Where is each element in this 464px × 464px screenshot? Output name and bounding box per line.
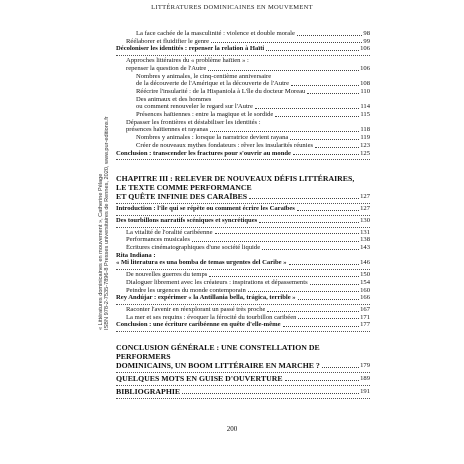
section-divider bbox=[116, 202, 370, 204]
toc-entry bbox=[116, 205, 370, 213]
leader-dots bbox=[322, 367, 359, 368]
toc-entry-page: 143 bbox=[360, 244, 370, 252]
toc-entry-page: 138 bbox=[360, 236, 370, 244]
toc-entry bbox=[116, 80, 370, 88]
toc-entry-page: 171 bbox=[360, 313, 370, 321]
leader-dots bbox=[248, 291, 359, 292]
toc-entry-page: 108 bbox=[360, 80, 370, 88]
toc-entry bbox=[116, 142, 370, 150]
toc-entry-title: La face cachée de la masculinité : violence et double morale bbox=[136, 30, 295, 37]
final-section-entry bbox=[116, 374, 370, 383]
toc-entry-title: Conclusion : une écriture caribéenne en quête d'elle-même bbox=[116, 321, 281, 329]
toc-entry-page: 106 bbox=[360, 64, 370, 72]
leader-dots bbox=[267, 311, 359, 312]
table-of-contents bbox=[116, 30, 370, 400]
toc-entry bbox=[116, 294, 370, 302]
toc-entry-page: 114 bbox=[360, 103, 370, 111]
section-divider bbox=[116, 303, 370, 305]
toc-entry-title: Peindre les urgences du monde contemporain bbox=[126, 286, 246, 294]
leader-dots bbox=[297, 35, 363, 36]
toc-entry-title: Créer de nouveaux mythes fondateurs : rêver les insularités réunies bbox=[136, 141, 314, 149]
toc-entry bbox=[116, 88, 370, 96]
leader-dots bbox=[210, 131, 359, 132]
toc-entry-title: Rey Andújar : expérimer « la Antillania bella, trágica, terrible » bbox=[116, 294, 296, 302]
chapter3-title-line2: LE TEXTE COMME PERFORMANCE bbox=[116, 183, 252, 193]
toc-entry-page: 166 bbox=[360, 294, 370, 302]
toc-entry bbox=[116, 244, 370, 252]
toc-entry-page: 154 bbox=[360, 278, 370, 286]
leader-dots bbox=[289, 264, 360, 265]
toc-entry-page: 160 bbox=[360, 286, 370, 294]
final-entry-title: QUELQUES MOTS EN GUISE D'OUVERTURE bbox=[116, 374, 283, 384]
toc-entry bbox=[116, 259, 370, 267]
toc-entry bbox=[116, 321, 370, 329]
toc-entry bbox=[116, 306, 370, 314]
toc-entry bbox=[116, 57, 370, 65]
leader-dots bbox=[259, 222, 359, 223]
section-divider bbox=[116, 268, 370, 270]
toc-entry bbox=[116, 229, 370, 237]
toc-section-final bbox=[116, 343, 370, 399]
toc-entry-page: 167 bbox=[360, 305, 370, 313]
leader-dots bbox=[262, 249, 359, 250]
leader-dots bbox=[297, 210, 359, 211]
toc-entry-title: Rita Indiana : bbox=[116, 251, 156, 259]
toc-entry bbox=[116, 236, 370, 244]
side-note-line1: « Littératures dominicaines en mouvement », Catherine Pélage bbox=[98, 173, 104, 330]
toc-entry-title: Performances musicales bbox=[126, 236, 190, 244]
leader-dots bbox=[182, 393, 359, 394]
section-divider bbox=[116, 54, 370, 56]
toc-entry-title: Des animaux et des hommes bbox=[136, 95, 212, 103]
toc-entry-title: Dialoguer librement avec les créateurs : inspirations et dépassements bbox=[126, 278, 308, 286]
toc-entry-title: Dépasser les frontières et déstabiliser les identités : bbox=[126, 118, 261, 126]
toc-entry-title: Nombres y animales : lorsque la narratrice devient rayana bbox=[136, 134, 289, 142]
toc-entry-title: La mer et ses requins : évoquer la férocité du tourbillon caribéen bbox=[126, 313, 297, 321]
toc-entry-title: Décoloniser les identités : repenser la relation à Haïti bbox=[116, 45, 265, 53]
toc-entry-title: présences haïtiennes et rayanas bbox=[126, 126, 209, 134]
leader-dots bbox=[249, 198, 359, 199]
toc-entry bbox=[116, 111, 370, 119]
toc-section-chapter2-end bbox=[116, 30, 370, 160]
toc-entry bbox=[116, 30, 370, 38]
toc-entry-page: 150 bbox=[360, 271, 370, 279]
final-entry-row bbox=[116, 387, 370, 396]
toc-entry bbox=[116, 73, 370, 81]
toc-entry bbox=[116, 252, 370, 260]
final-entry-line1: CONCLUSION GÉNÉRALE : UNE CONSTELLATION DE PERFORMERS bbox=[116, 343, 320, 362]
leader-dots bbox=[275, 116, 359, 117]
leader-dots bbox=[208, 70, 359, 71]
leader-dots bbox=[285, 380, 360, 381]
toc-entry-page: 118 bbox=[360, 126, 370, 134]
chapter3-title-line3: ET QUÊTE INFINIE DES CARAÏBES bbox=[116, 192, 248, 202]
toc-entry-title: Conclusion : transcender les fractures pour s'ouvrir au monde bbox=[116, 149, 291, 157]
toc-entry-page: 130 bbox=[360, 216, 370, 224]
final-entry-title: DOMINICAINS, UN BOOM LITTÉRAIRE EN MARCHE ? bbox=[116, 361, 320, 371]
chapter3-heading bbox=[116, 174, 370, 201]
final-entry-page: 189 bbox=[360, 375, 370, 383]
toc-entry-title: Écritures cinématographiques d'une société liquide bbox=[126, 244, 261, 252]
toc-entry-title: Raconter l'avenir en réexplorant un passé très proche bbox=[126, 305, 266, 313]
toc-entry bbox=[116, 65, 370, 73]
toc-entry-page: 119 bbox=[360, 134, 370, 142]
toc-entry-title: Approches littéraires du « problème haïtien » : bbox=[126, 57, 249, 65]
toc-entry-page: 125 bbox=[360, 149, 370, 157]
final-entry-page: 179 bbox=[360, 362, 370, 370]
toc-entry-title: Des tourbillons narratifs scéniques et syncrétiques bbox=[116, 216, 258, 224]
toc-entry-title: repenser la question de l'Autre bbox=[126, 64, 207, 72]
leader-dots bbox=[255, 108, 359, 109]
toc-entry bbox=[116, 217, 370, 225]
toc-entry bbox=[116, 314, 370, 322]
leader-dots bbox=[310, 284, 359, 285]
section-divider bbox=[116, 384, 370, 386]
leader-dots bbox=[298, 318, 359, 319]
toc-entry-title: ou comment renouveler le regard sur l'Autre bbox=[136, 103, 253, 111]
toc-entry-page: 127 bbox=[360, 205, 370, 213]
section-divider bbox=[116, 158, 370, 160]
leader-dots bbox=[293, 154, 359, 155]
leader-dots bbox=[192, 241, 359, 242]
leader-dots bbox=[215, 233, 360, 234]
toc-entry-title: De nouvelles guerres du temps bbox=[126, 271, 208, 279]
toc-entry bbox=[116, 96, 370, 104]
toc-entry bbox=[116, 279, 370, 287]
page-number: 200 bbox=[226, 425, 238, 433]
final-section-entry bbox=[116, 387, 370, 396]
leader-dots bbox=[211, 42, 362, 43]
leader-dots bbox=[291, 85, 359, 86]
toc-entry bbox=[116, 126, 370, 134]
toc-entry-title: Introduction : l'île qui se répète ou comment écrire les Caraïbes bbox=[116, 205, 295, 213]
toc-entry bbox=[116, 150, 370, 158]
toc-entry-page: 131 bbox=[360, 228, 370, 236]
section-divider bbox=[116, 371, 370, 373]
final-section-entry bbox=[116, 343, 370, 370]
chapter3-page: 127 bbox=[360, 193, 370, 201]
toc-entry-title: Réélaborer et fluidifier le genre bbox=[126, 37, 210, 45]
leader-dots bbox=[315, 147, 359, 148]
toc-entry-title: Réécrire l'insularité : de la Hispaniola à L'île du docteur Moreau bbox=[136, 87, 306, 95]
toc-entry bbox=[116, 271, 370, 279]
toc-entry-page: 98 bbox=[363, 30, 370, 37]
final-entry-row bbox=[116, 361, 370, 370]
toc-entry-page: 123 bbox=[360, 141, 370, 149]
toc-entry-title: La vitalité de l'oralité caribéenne bbox=[126, 228, 213, 236]
toc-entry-title: « Mi literatura es una bomba de temas urgentes del Caribe » bbox=[116, 259, 287, 267]
toc-entry-page: 146 bbox=[360, 259, 370, 267]
toc-section-chapter3 bbox=[116, 205, 370, 332]
toc-entry bbox=[116, 103, 370, 111]
section-divider bbox=[116, 397, 370, 399]
running-header: LITTÉRATURES DOMINICAINES EN MOUVEMENT bbox=[151, 4, 313, 11]
toc-entry-page: 106 bbox=[360, 45, 370, 53]
toc-entry-title: Nombres y animales, le cinq-centième anniversaire bbox=[136, 72, 272, 80]
section-divider bbox=[116, 214, 370, 216]
leader-dots bbox=[290, 139, 359, 140]
leader-dots bbox=[266, 50, 359, 51]
toc-entry-page: 177 bbox=[360, 321, 370, 329]
toc-entry-title: Présences haïtiennes : entre la magique et le sordide bbox=[136, 111, 274, 119]
toc-entry bbox=[116, 134, 370, 142]
toc-entry bbox=[116, 119, 370, 127]
leader-dots bbox=[283, 326, 360, 327]
toc-entry-page: 99 bbox=[363, 37, 370, 45]
leader-dots bbox=[209, 276, 359, 277]
final-entry-row bbox=[116, 374, 370, 383]
leader-dots bbox=[307, 93, 359, 94]
toc-entry bbox=[116, 45, 370, 53]
toc-entry bbox=[116, 287, 370, 295]
leader-dots bbox=[298, 299, 360, 300]
final-entry-page: 191 bbox=[360, 388, 370, 396]
toc-entry-page: 110 bbox=[360, 87, 370, 95]
toc-entry-page: 115 bbox=[360, 111, 370, 119]
final-entry-title: BIBLIOGRAPHIE bbox=[116, 387, 181, 397]
chapter3-title-line3-row bbox=[116, 192, 370, 201]
copyright-side-note bbox=[98, 116, 111, 330]
chapter3-title-line1: CHAPITRE III : RELEVER DE NOUVEAUX DÉFIS LITTÉRAIRES, bbox=[116, 174, 355, 184]
section-divider bbox=[116, 330, 370, 332]
toc-entry-title: de la découverte de l'Amérique et la découverte de l'Autre bbox=[136, 80, 290, 88]
section-divider bbox=[116, 226, 370, 228]
toc-entry bbox=[116, 38, 370, 46]
side-note-line2: ISBN 978-2-7535-7896-8 Presses universitaires de Rennes, 2020, www.pur-editions.fr bbox=[104, 116, 111, 330]
